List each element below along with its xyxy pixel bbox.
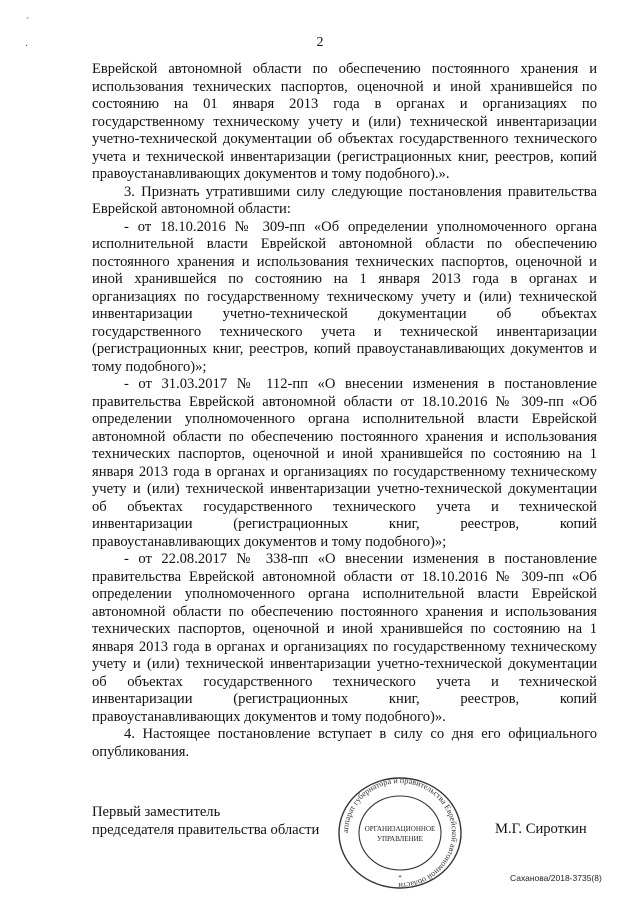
stamp-inner-ring xyxy=(359,796,441,870)
official-stamp xyxy=(336,776,464,890)
paragraph-repeal-338: - от 22.08.2017 № 338-пп «О внесении изменения в постановление правительства Еврейской автономной области от 18.10.2016 № 309-пп «Об определении уполномоченного органа исполнительной власти Еврейской автономной области по обеспечению постоянного хранения и использования технических паспортов, оценочной и иной хранившейся по состоянию на 1 января 2013 года в органах и организациях по государственному техническому учету и (или) технической инвентаризации учетно-технической документации об объектах государственного технического учета и технической инвентаризации (регистрационных книг, реестров, копий правоустанавливающих документов и тому подобного)». xyxy=(92,551,597,725)
page-number: 2 xyxy=(316,35,324,50)
paragraph-item-3: 3. Признать утратившими силу следующие постановления правительства Еврейской автономной области: xyxy=(92,183,597,217)
signatory-title-line1: Первый заместитель xyxy=(92,804,221,820)
signatory-title-line2: председателя правительства области xyxy=(92,822,320,838)
paragraph-repeal-112: - от 31.03.2017 № 112-пп «О внесении изменения в постановление правительства Еврейской автономной области от 18.10.2016 № 309-пп «Об определении уполномоченного органа исполнительной власти Еврейской автономной области по обеспечению постоянного хранения и использования технических паспортов, оценочной и иной хранившейся по состоянию на 1 января 2013 года в органах и организациях по государственному техническому учету и (или) технической инвентаризации учетно-технической документации об объектах государственного технического учета и технической инвентаризации (регистрационных книг, реестров, копий правоустанавливающих документов и тому подобного)»; xyxy=(92,376,597,550)
scan-artifact-dot: · xyxy=(25,41,29,52)
document-body xyxy=(92,61,597,761)
scan-artifact-mark: ˊ xyxy=(26,17,30,28)
stamp-inner-line2: УПРАВЛЕНИЕ xyxy=(377,835,423,843)
paragraph-repeal-309: - от 18.10.2016 № 309-пп «Об определении уполномоченного органа исполнительной власти Еврейской автономной области по обеспечению постоянного хранения и использования технических паспортов, оценочной и иной хранившейся по состоянию на 1 января 2013 года в органах и организациях по государственному техническому учету и (или) технической инвентаризации учетно-технической документации об объектах государственного технического учета и технической инвентаризации (регистрационных книг, реестров, копий правоустанавливающих документов и тому подобного)»; xyxy=(92,218,597,375)
stamp-star-icon: * xyxy=(398,874,402,882)
stamp-inner-line1: ОРГАНИЗАЦИОННОЕ xyxy=(364,825,436,833)
paragraph-item-4: 4. Настоящее постановление вступает в силу со дня его официального опубликования. xyxy=(92,726,597,760)
signatory-title xyxy=(92,803,319,839)
stamp-outer-text: аппарат губернатора и правительства Еврейской автономной области xyxy=(340,776,460,890)
paragraph-continuation: Еврейской автономной области по обеспечению постоянного хранения и использования технических паспортов, оценочной и иной хранившейся по состоянию на 01 января 2013 года в органах и организациях по государственному техническому учету и (или) технической инвентаризации учетно-технической документации об объектах государственного технического учета и технической инвентаризации (регистрационных книг, реестров, копий правоустанавливающих документов и тому подобного).». xyxy=(92,61,597,182)
signatory-name: М.Г. Сироткин xyxy=(495,821,587,837)
document-code: Саханова/2018-3735(8) xyxy=(510,873,602,883)
